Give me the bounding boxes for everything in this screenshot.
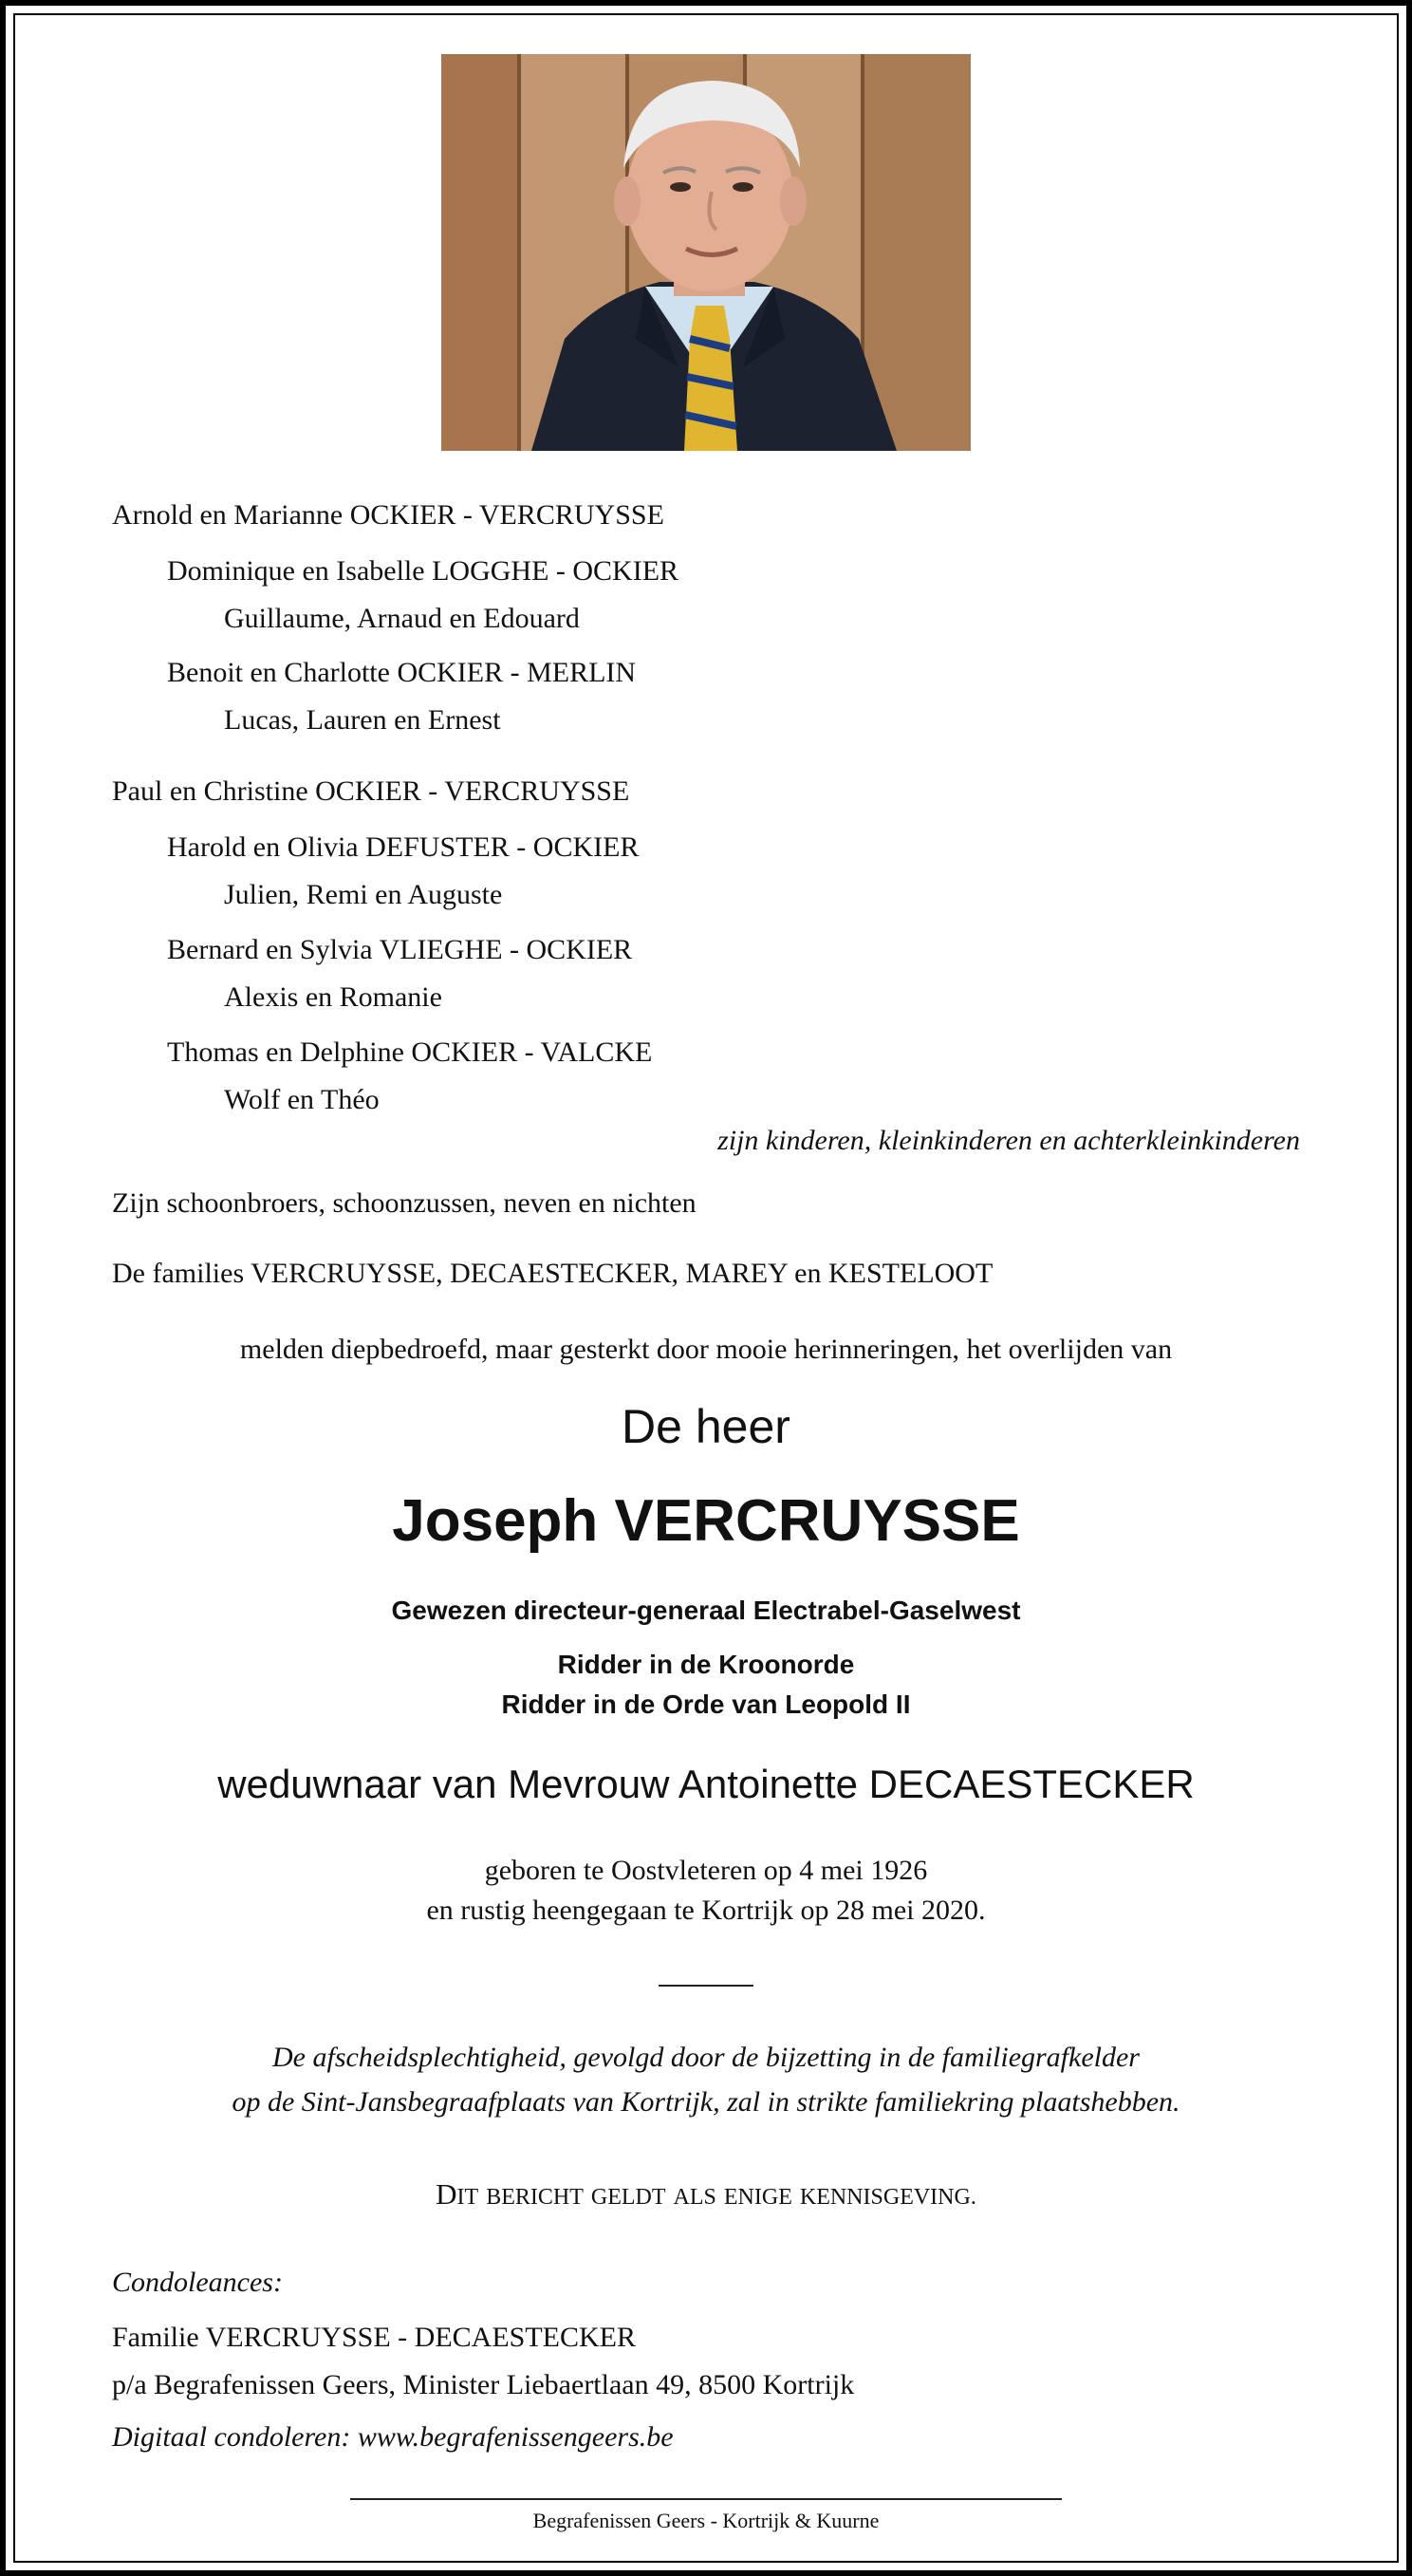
family-line-2a: Harold en Olivia DEFUSTER - OCKIER <box>167 831 640 863</box>
salutation: De heer <box>622 1400 790 1453</box>
inlaws-line: Zijn schoonbroers, schoonzussen, neven en nichten <box>112 1187 697 1219</box>
condolences-online: Digitaal condoleren: www.begrafenissengeers.be <box>112 2421 674 2453</box>
family-line-2b-kids: Alexis en Romanie <box>224 981 442 1013</box>
family-line-1a-kids: Guillaume, Arnaud en Edouard <box>224 603 580 634</box>
ceremony-line-2: op de Sint-Jansbegraafplaats van Kortrijk, zal in strikte familiekring plaatshebben. <box>232 2086 1180 2118</box>
former-title: Gewezen directeur-generaal Electrabel-Gaselwest <box>391 1596 1021 1625</box>
condolences-address: p/a Begrafenissen Geers, Minister Liebaertlaan 49, 8500 Kortrijk <box>112 2369 855 2400</box>
family-line-1a: Dominique en Isabelle LOGGHE - OCKIER <box>167 555 679 587</box>
died-line: en rustig heengegaan te Kortrijk op 28 mei 2020. <box>426 1895 986 1926</box>
notice-initial: D <box>436 2177 457 2211</box>
notice-word-2: BERICHT <box>486 2185 584 2210</box>
condolences-heading: Condoleances: <box>112 2267 283 2298</box>
born-line: geboren te Oostvleteren op 4 mei 1926 <box>484 1855 928 1886</box>
family-line-2c-kids: Wolf en Théo <box>224 1084 380 1115</box>
separator-rule <box>659 1985 753 1987</box>
ceremony-line-1: De afscheidsplechtigheid, gevolgd door de bijzetting in de familiegrafkelder <box>272 2042 1140 2073</box>
notice-word-4: ALS <box>673 2185 716 2210</box>
notice-word-5: ENIGE <box>723 2185 792 2210</box>
families-line: De families VERCRUYSSE, DECAESTECKER, MAREY en KESTELOOT <box>112 1258 994 1289</box>
honor-2: Ridder in de Orde van Leopold II <box>501 1689 911 1719</box>
deceased-name: Joseph VERCRUYSSE <box>392 1488 1020 1554</box>
family-line-2b: Bernard en Sylvia VLIEGHE - OCKIER <box>167 934 633 965</box>
family-line-1: Arnold en Marianne OCKIER - VERCRUYSSE <box>112 499 664 531</box>
portrait-photo <box>441 54 971 451</box>
notice-word-3: GELDT <box>590 2185 666 2210</box>
portrait-illustration <box>441 54 971 451</box>
notice-word-6: KENNISGEVING. <box>799 2185 976 2210</box>
widower-line: weduwnaar van Mevrouw Antoinette DECAESTECKER <box>217 1762 1195 1806</box>
announcement-line: melden diepbedroefd, maar gesterkt door mooie herinneringen, het overlijden van <box>239 1334 1173 1365</box>
family-line-2a-kids: Julien, Remi en Auguste <box>224 879 503 910</box>
family-line-2: Paul en Christine OCKIER - VERCRUYSSE <box>112 775 630 807</box>
honor-1: Ridder in de Kroonorde <box>557 1650 855 1679</box>
footer-rule <box>350 2498 1062 2500</box>
family-line-1b: Benoit en Charlotte OCKIER - MERLIN <box>167 657 637 688</box>
family-line-2c: Thomas en Delphine OCKIER - VALCKE <box>167 1036 653 1068</box>
notice-line <box>0 2179 1412 2209</box>
condolences-family: Familie VERCRUYSSE - DECAESTECKER <box>112 2322 636 2353</box>
footer-text: Begrafenissen Geers - Kortrijk & Kuurne <box>532 2509 880 2532</box>
notice-word-1: IT <box>456 2185 479 2210</box>
family-line-1b-kids: Lucas, Lauren en Ernest <box>224 704 501 736</box>
relation-line: zijn kinderen, kleinkinderen en achterkleinkinderen <box>717 1125 1300 1156</box>
